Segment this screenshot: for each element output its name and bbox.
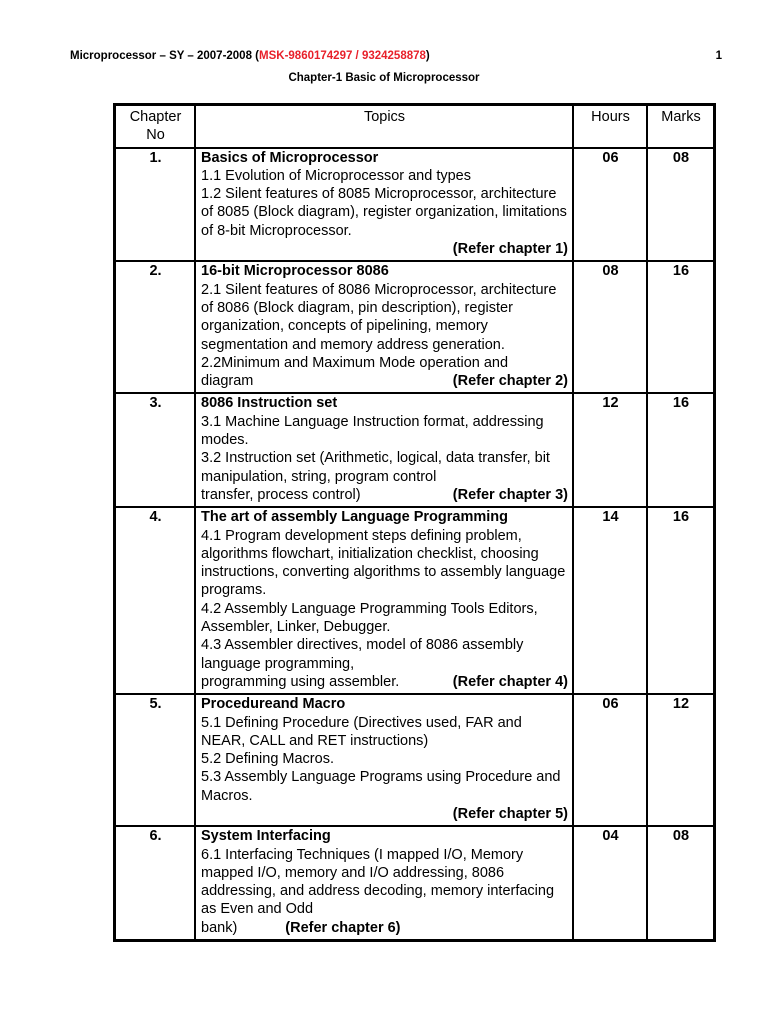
chapter-reference: (Refer chapter 2) — [452, 373, 568, 390]
topic-line-end: bank) — [201, 919, 238, 936]
chapter-heading: Procedureand Macro — [201, 696, 346, 713]
header-chapter-no: Chapter No — [115, 105, 196, 148]
chapter-number: 1. — [115, 148, 196, 262]
chapter-number: 2. — [115, 261, 196, 393]
hours-cell: 14 — [573, 507, 647, 694]
topic-line: 5.3 Assembly Language Programs using Procedure and Macros. — [201, 769, 561, 804]
hours-cell: 06 — [573, 148, 647, 262]
table-row — [115, 826, 715, 940]
page-header — [70, 50, 722, 62]
chapter-number: 6. — [115, 826, 196, 940]
topics-cell — [195, 393, 573, 507]
chapter-reference: (Refer chapter 5) — [452, 805, 568, 822]
chapter-title: Chapter-1 Basic of Microprocessor — [288, 72, 480, 84]
marks-cell: 08 — [647, 148, 715, 262]
chapter-number: 3. — [115, 393, 196, 507]
chapter-heading: System Interfacing — [201, 828, 331, 845]
table-row — [115, 694, 715, 826]
topic-line: 2.1 Silent features of 8086 Microprocessor, architecture of 8086 (Block diagram, pin description), register organization, concepts of pipelining, memory segmentation and memory address generation. — [201, 281, 557, 353]
topic-line: 5.2 Defining Macros. — [201, 751, 334, 768]
hours-cell: 06 — [573, 694, 647, 826]
topic-line: 5.1 Defining Procedure (Directives used, FAR and NEAR, CALL and RET instructions) — [201, 714, 522, 749]
hours-cell: 04 — [573, 826, 647, 940]
topic-last-line — [201, 673, 568, 691]
topics-cell — [195, 694, 573, 826]
topic-line-end: diagram — [201, 373, 254, 390]
topics-cell — [195, 261, 573, 393]
page-number: 1 — [715, 50, 722, 62]
chapter-reference: (Refer chapter 6) — [285, 919, 401, 936]
marks-cell: 16 — [647, 261, 715, 393]
table-row — [115, 261, 715, 393]
marks-cell: 12 — [647, 694, 715, 826]
table-row — [115, 148, 715, 262]
topic-line: 4.2 Assembly Language Programming Tools Editors, Assembler, Linker, Debugger. — [201, 600, 538, 636]
chapter-reference: (Refer chapter 3) — [452, 486, 568, 503]
chapter-reference: (Refer chapter 4) — [452, 673, 568, 690]
topic-line: 3.1 Machine Language Instruction format, addressing modes. — [201, 413, 544, 449]
marks-cell: 16 — [647, 393, 715, 507]
header-topics: Topics — [195, 105, 573, 148]
chapter-number: 5. — [115, 694, 196, 826]
topics-cell — [195, 148, 573, 262]
header-marks: Marks — [647, 105, 715, 148]
chapter-heading: 8086 Instruction set — [201, 395, 338, 412]
topic-line: 1.1 Evolution of Microprocessor and types — [201, 167, 471, 184]
hours-cell: 12 — [573, 393, 647, 507]
topic-last-line — [201, 919, 568, 937]
topic-line: 3.2 Instruction set (Arithmetic, logical, data transfer, bit manipulation, string, program control — [201, 450, 550, 485]
topic-last-line — [201, 372, 568, 390]
topic-line-end: transfer, process control) — [201, 486, 361, 503]
syllabus-table — [113, 103, 716, 942]
header-course-info: Microprocessor – SY – 2007-2008 (MSK-9860174297 / 9324258878) — [70, 50, 430, 62]
table-row — [115, 507, 715, 694]
chapter-reference: (Refer chapter 1) — [452, 241, 568, 258]
header-hours: Hours — [573, 105, 647, 148]
topic-line: 1.2 Silent features of 8085 Microprocessor, architecture of 8085 (Block diagram), register organization, limitations of 8-bit Microprocessor. — [201, 186, 567, 239]
chapter-heading: The art of assembly Language Programming — [201, 509, 508, 526]
topic-line-end: programming using assembler. — [201, 673, 400, 690]
topic-line: 4.3 Assembler directives, model of 8086 assembly language programming, — [201, 637, 524, 672]
marks-cell: 16 — [647, 507, 715, 694]
topic-line: 4.1 Program development steps defining problem, algorithms flowchart, initialization checklist, choosing instructions, converting algorithms to assembly language programs. — [201, 527, 566, 599]
table-header-row — [115, 105, 715, 148]
topics-cell — [195, 826, 573, 940]
topic-last-line — [201, 486, 568, 504]
chapter-heading: 16-bit Microprocessor 8086 — [201, 263, 389, 280]
hours-cell: 08 — [573, 261, 647, 393]
table-row — [115, 393, 715, 507]
topic-line: 6.1 Interfacing Techniques (I mapped I/O, Memory mapped I/O, memory and I/O addressing, 8086 addressing, and address decoding, memory interfacing as Even and Odd — [201, 846, 555, 918]
header-phone-numbers: MSK-9860174297 / 9324258878 — [259, 50, 426, 62]
topics-cell — [195, 507, 573, 694]
topic-line: 2.2Minimum and Maximum Mode operation and — [201, 354, 509, 371]
chapter-heading: Basics of Microprocessor — [201, 149, 379, 166]
marks-cell: 08 — [647, 826, 715, 940]
chapter-number: 4. — [115, 507, 196, 694]
